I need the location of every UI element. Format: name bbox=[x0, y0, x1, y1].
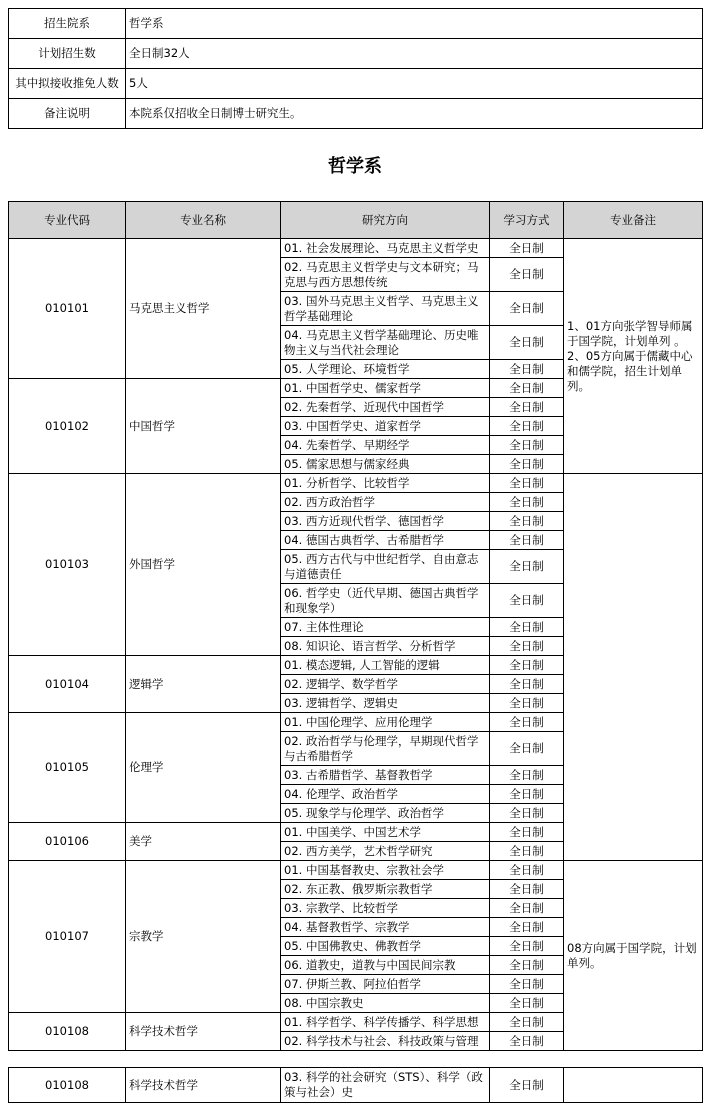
study-mode-cell: 全日制 bbox=[490, 1068, 564, 1103]
study-mode-cell: 全日制 bbox=[490, 880, 564, 899]
direction-cell: 02. 东正教、俄罗斯宗教哲学 bbox=[281, 880, 490, 899]
header-mode: 学习方式 bbox=[490, 202, 564, 239]
direction-cell: 05. 现象学与伦理学、政治哲学 bbox=[281, 804, 490, 823]
major-name: 中国哲学 bbox=[126, 379, 281, 474]
study-mode-cell: 全日制 bbox=[490, 918, 564, 937]
study-mode-cell: 全日制 bbox=[490, 292, 564, 326]
header-code: 专业代码 bbox=[9, 202, 126, 239]
direction-cell: 01. 社会发展理论、马克思主义哲学史 bbox=[281, 239, 490, 258]
table-row bbox=[9, 474, 703, 493]
note-line: 1、01方向张学智导师属于国学院，计划单列 。 bbox=[567, 318, 693, 348]
direction-cell: 08. 知识论、语言哲学、分析哲学 bbox=[281, 637, 490, 656]
info-value: 5人 bbox=[126, 69, 703, 99]
info-row bbox=[9, 39, 703, 69]
major-name: 逻辑学 bbox=[126, 656, 281, 713]
info-row bbox=[9, 99, 703, 129]
direction-cell: 03. 古希腊哲学、基督教哲学 bbox=[281, 766, 490, 785]
direction-cell: 06. 道教史，道教与中国民间宗教 bbox=[281, 956, 490, 975]
direction-cell: 02. 马克思主义哲学史与文本研究；马克思与西方思想传统 bbox=[281, 258, 490, 292]
direction-cell: 04. 伦理学、政治哲学 bbox=[281, 785, 490, 804]
study-mode-cell: 全日制 bbox=[490, 656, 564, 675]
direction-cell: 07. 主体性理论 bbox=[281, 618, 490, 637]
info-value: 全日制32人 bbox=[126, 39, 703, 69]
study-mode-cell: 全日制 bbox=[490, 804, 564, 823]
info-label: 备注说明 bbox=[9, 99, 126, 129]
study-mode-cell: 全日制 bbox=[490, 417, 564, 436]
study-mode-cell: 全日制 bbox=[490, 994, 564, 1013]
info-value: 哲学系 bbox=[126, 9, 703, 39]
table-row bbox=[9, 1068, 703, 1103]
direction-cell: 02. 科学技术与社会、科技政策与管理 bbox=[281, 1032, 490, 1051]
table-row bbox=[9, 239, 703, 258]
study-mode-cell: 全日制 bbox=[490, 899, 564, 918]
study-mode-cell: 全日制 bbox=[490, 584, 564, 618]
direction-cell: 01. 中国伦理学、应用伦理学 bbox=[281, 713, 490, 732]
study-mode-cell: 全日制 bbox=[490, 1032, 564, 1051]
info-table bbox=[8, 8, 703, 129]
program-table bbox=[8, 201, 703, 1051]
header-name: 专业名称 bbox=[126, 202, 281, 239]
direction-cell: 03. 逻辑哲学、逻辑史 bbox=[281, 694, 490, 713]
page-title: 哲学系 bbox=[328, 156, 382, 177]
study-mode-cell: 全日制 bbox=[490, 956, 564, 975]
study-mode-cell: 全日制 bbox=[490, 694, 564, 713]
direction-cell: 03. 宗教学、比较哲学 bbox=[281, 899, 490, 918]
note-line: 2、05方向属于儒藏中心和儒学院，招生计划单列。 bbox=[567, 348, 693, 393]
study-mode-cell: 全日制 bbox=[490, 937, 564, 956]
study-mode-cell: 全日制 bbox=[490, 823, 564, 842]
direction-cell: 04. 基督教哲学、宗教学 bbox=[281, 918, 490, 937]
direction-cell: 01. 中国美学、中国艺术学 bbox=[281, 823, 490, 842]
direction-cell: 05. 儒家思想与儒家经典 bbox=[281, 455, 490, 474]
study-mode-cell: 全日制 bbox=[490, 861, 564, 880]
direction-cell: 06. 哲学史（近代早期、德国古典哲学和现象学） bbox=[281, 584, 490, 618]
direction-cell: 04. 马克思主义哲学基础理论、历史唯物主义与当代社会理论 bbox=[281, 326, 490, 360]
header-direction: 研究方向 bbox=[281, 202, 490, 239]
note-cell bbox=[564, 474, 703, 861]
direction-cell: 02. 西方美学，艺术哲学研究 bbox=[281, 842, 490, 861]
major-name: 伦理学 bbox=[126, 713, 281, 823]
table-header-row bbox=[9, 202, 703, 239]
direction-cell: 02. 先秦哲学、近现代中国哲学 bbox=[281, 398, 490, 417]
study-mode-cell: 全日制 bbox=[490, 713, 564, 732]
header-note: 专业备注 bbox=[564, 202, 703, 239]
continuation-table bbox=[8, 1067, 703, 1103]
major-name: 马克思主义哲学 bbox=[126, 239, 281, 379]
major-code: 010108 bbox=[9, 1013, 126, 1051]
direction-cell: 01. 科学哲学、科学传播学、科学思想 bbox=[281, 1013, 490, 1032]
direction-cell: 02. 逻辑学、数学哲学 bbox=[281, 675, 490, 694]
study-mode-cell: 全日制 bbox=[490, 675, 564, 694]
major-code: 010105 bbox=[9, 713, 126, 823]
major-code: 010101 bbox=[9, 239, 126, 379]
table-row bbox=[9, 861, 703, 880]
major-code: 010102 bbox=[9, 379, 126, 474]
study-mode-cell: 全日制 bbox=[490, 637, 564, 656]
study-mode-cell: 全日制 bbox=[490, 258, 564, 292]
study-mode-cell: 全日制 bbox=[490, 455, 564, 474]
direction-cell: 04. 先秦哲学、早期经学 bbox=[281, 436, 490, 455]
major-name: 科学技术哲学 bbox=[126, 1013, 281, 1051]
info-label: 计划招生数 bbox=[9, 39, 126, 69]
study-mode-cell: 全日制 bbox=[490, 474, 564, 493]
direction-cell: 05. 中国佛教史、佛教哲学 bbox=[281, 937, 490, 956]
note-cell: 08方向属于国学院，计划单列。 bbox=[564, 861, 703, 1051]
info-value: 本院系仅招收全日制博士研究生。 bbox=[126, 99, 703, 129]
study-mode-cell: 全日制 bbox=[490, 766, 564, 785]
major-name: 宗教学 bbox=[126, 861, 281, 1013]
direction-cell: 01. 中国哲学史、儒家哲学 bbox=[281, 379, 490, 398]
info-label: 其中拟接收推免人数 bbox=[9, 69, 126, 99]
note-cell bbox=[564, 239, 703, 474]
major-code: 010108 bbox=[9, 1068, 126, 1103]
study-mode-cell: 全日制 bbox=[490, 618, 564, 637]
study-mode-cell: 全日制 bbox=[490, 326, 564, 360]
study-mode-cell: 全日制 bbox=[490, 550, 564, 584]
study-mode-cell: 全日制 bbox=[490, 732, 564, 766]
direction-cell: 02. 政治哲学与伦理学，早期现代哲学与古希腊哲学 bbox=[281, 732, 490, 766]
study-mode-cell: 全日制 bbox=[490, 239, 564, 258]
study-mode-cell: 全日制 bbox=[490, 975, 564, 994]
study-mode-cell: 全日制 bbox=[490, 436, 564, 455]
major-name: 科学技术哲学 bbox=[126, 1068, 281, 1103]
direction-cell: 03. 科学的社会研究（STS）、科学（政策与社会）史 bbox=[281, 1068, 490, 1103]
study-mode-cell: 全日制 bbox=[490, 398, 564, 417]
direction-cell: 03. 西方近现代哲学、德国哲学 bbox=[281, 512, 490, 531]
major-name: 外国哲学 bbox=[126, 474, 281, 656]
info-label: 招生院系 bbox=[9, 9, 126, 39]
direction-cell: 05. 西方古代与中世纪哲学、自由意志与道德责任 bbox=[281, 550, 490, 584]
study-mode-cell: 全日制 bbox=[490, 785, 564, 804]
study-mode-cell: 全日制 bbox=[490, 842, 564, 861]
study-mode-cell: 全日制 bbox=[490, 1013, 564, 1032]
study-mode-cell: 全日制 bbox=[490, 512, 564, 531]
direction-cell: 02. 西方政治哲学 bbox=[281, 493, 490, 512]
study-mode-cell: 全日制 bbox=[490, 493, 564, 512]
study-mode-cell: 全日制 bbox=[490, 531, 564, 550]
note-cell bbox=[564, 1068, 703, 1103]
direction-cell: 01. 分析哲学、比较哲学 bbox=[281, 474, 490, 493]
study-mode-cell: 全日制 bbox=[490, 360, 564, 379]
direction-cell: 08. 中国宗教史 bbox=[281, 994, 490, 1013]
major-code: 010106 bbox=[9, 823, 126, 861]
major-code: 010104 bbox=[9, 656, 126, 713]
direction-cell: 01. 模态逻辑, 人工智能的逻辑 bbox=[281, 656, 490, 675]
direction-cell: 03. 国外马克思主义哲学、马克思主义哲学基础理论 bbox=[281, 292, 490, 326]
info-row bbox=[9, 69, 703, 99]
direction-cell: 07. 伊斯兰教、阿拉伯哲学 bbox=[281, 975, 490, 994]
major-code: 010103 bbox=[9, 474, 126, 656]
major-name: 美学 bbox=[126, 823, 281, 861]
direction-cell: 03. 中国哲学史、道家哲学 bbox=[281, 417, 490, 436]
direction-cell: 05. 人学理论、环境哲学 bbox=[281, 360, 490, 379]
info-row bbox=[9, 9, 703, 39]
direction-cell: 01. 中国基督教史、宗教社会学 bbox=[281, 861, 490, 880]
major-code: 010107 bbox=[9, 861, 126, 1013]
direction-cell: 04. 德国古典哲学、古希腊哲学 bbox=[281, 531, 490, 550]
study-mode-cell: 全日制 bbox=[490, 379, 564, 398]
